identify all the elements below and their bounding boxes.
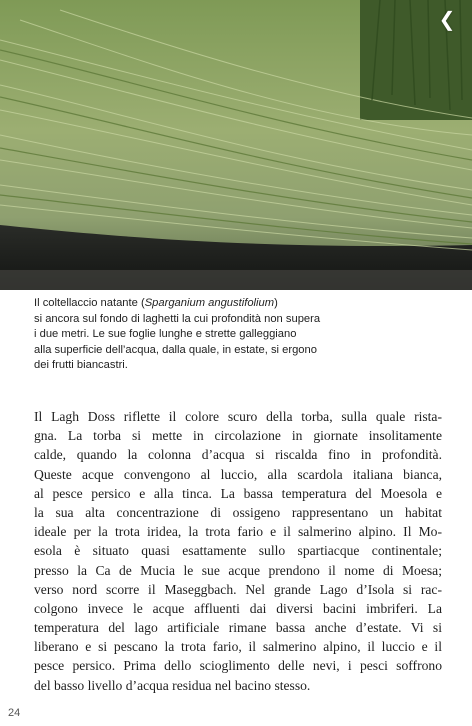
body-line: calde, quando la colonna d’acqua si riscalda fino in profondità. bbox=[34, 447, 442, 463]
body-line: verso nord scorre il Maseggbach. Nel grande Lago d’Isola si rac- bbox=[34, 581, 442, 597]
body-line: al pesce persico e alla tinca. La bassa temperatura del Moesola e bbox=[34, 485, 442, 501]
body-line: la sua alta concentrazione di ossigeno rappresentano un habitat bbox=[34, 504, 442, 520]
body-line: del basso livello d’acqua residua nel bacino stesso. bbox=[34, 677, 311, 693]
caption-line: i due metri. Le sue foglie lunghe e strette galleggiano bbox=[34, 328, 297, 341]
body-line: esola è situato quasi esattamente sullo spartiacque continentale; bbox=[34, 543, 442, 559]
caption-line: Il coltellaccio natante (Sparganium angustifolium) bbox=[34, 297, 278, 309]
photo-caption bbox=[34, 296, 374, 374]
body-line: presso la Ca de Mucia le sue acque prendono il nome di Moesa; bbox=[34, 562, 442, 578]
body-line: colgono invece le acque affluenti dai diversi bacini imbriferi. La bbox=[34, 600, 442, 616]
body-line: temperatura del lago artificiale rimane bassa anche d’estate. Vi si bbox=[34, 620, 442, 636]
caption-line: dei frutti biancastri. bbox=[34, 359, 128, 372]
body-line: Queste acque convengono al luccio, alla scardola italiana bianca, bbox=[34, 466, 442, 482]
back-arrow-icon[interactable]: ❮ bbox=[438, 7, 456, 31]
lake-photo bbox=[0, 0, 472, 290]
caption-line: si ancora sul fondo di laghetti la cui profondità non supera bbox=[34, 312, 321, 325]
body-line: liberano e si pescano la trota fario, il salmerino alpino, il luccio e il bbox=[34, 639, 442, 655]
page-number: 24 bbox=[8, 707, 21, 719]
body-line: Il Lagh Doss riflette il colore scuro della torba, sulla quale rista- bbox=[34, 409, 442, 424]
body-line: ideale per la trota iridea, la trota fario e il salmerino alpino. Il Mo- bbox=[34, 524, 442, 540]
body-line: pesce persico. Prima dello scioglimento delle nevi, i pesci soffrono bbox=[34, 658, 442, 674]
body-line: gna. La torba si mette in circolazione in giornate insolitamente bbox=[34, 428, 442, 444]
article-body bbox=[34, 407, 442, 695]
caption-line: alla superficie dell’acqua, dalla quale, in estate, si ergono bbox=[34, 343, 317, 356]
grass-on-water-image bbox=[0, 0, 472, 290]
